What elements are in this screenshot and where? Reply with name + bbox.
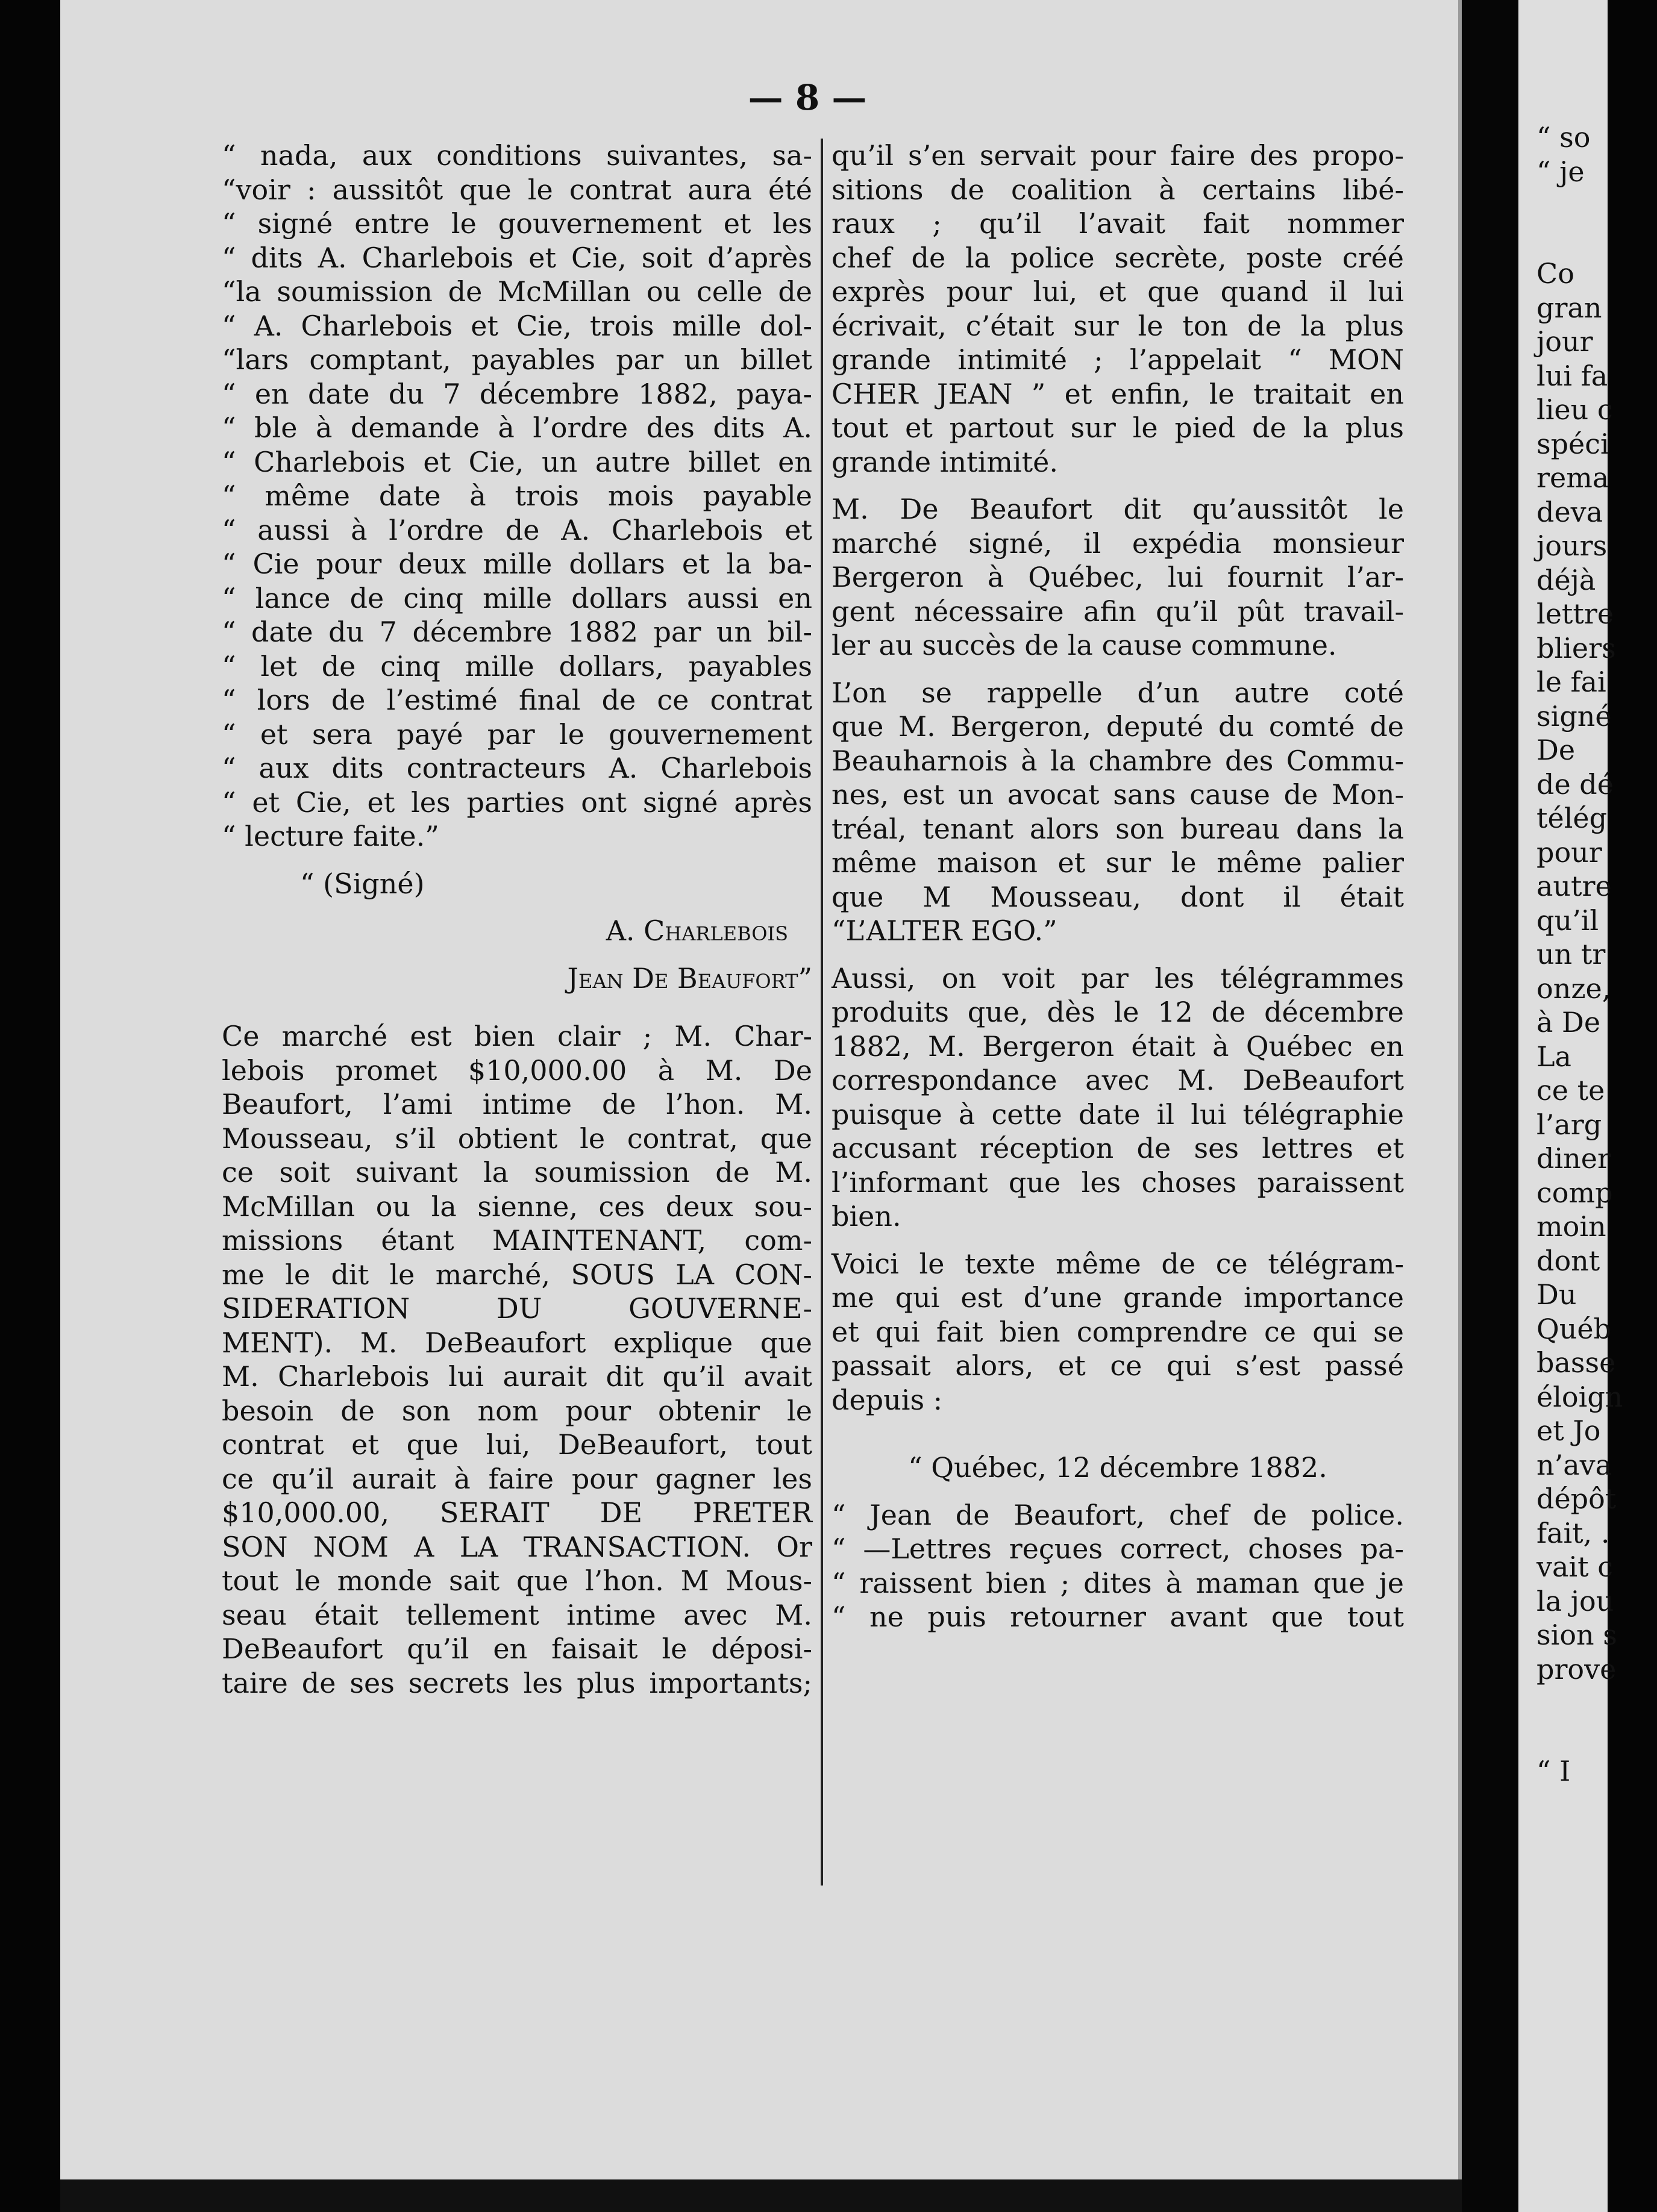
paragraph-telegrams: [832, 961, 1404, 1234]
adjacent-text-line: autre: [1536, 870, 1612, 902]
adjacent-text-line: lieu c: [1536, 393, 1613, 426]
text-line: “ et sera payé par le gouvernement: [222, 717, 812, 751]
paragraph-telegram-intro: [832, 1247, 1404, 1417]
adjacent-text-line: éloign: [1536, 1380, 1623, 1413]
telegram-dateline: “ Québec, 12 décembre 1882.: [908, 1451, 1327, 1484]
text-line: tout et partout sur le pied de la plus: [832, 411, 1404, 444]
adjacent-text-line: lui fa: [1536, 359, 1608, 392]
text-line: qu’il s’en servait pour faire des propo-: [832, 139, 1404, 172]
text-line: “ ne puis retourner avant que tout: [832, 1601, 1404, 1633]
adjacent-text-line: onze,: [1536, 972, 1611, 1005]
text-line: taire de ses secrets les plus importants;: [222, 1666, 812, 1699]
adjacent-text-line: bliers: [1536, 631, 1616, 664]
text-line: MENT). M. DeBeaufort explique que: [222, 1326, 812, 1359]
adjacent-text-line: spéci: [1536, 427, 1609, 460]
left-column: [222, 139, 812, 1700]
text-line: “ —Lettres reçues correct, choses pa-: [832, 1532, 1404, 1565]
text-line: raux ; qu’il l’avait fait nommer: [832, 207, 1404, 240]
adjacent-text-line: et Jo: [1536, 1414, 1601, 1447]
adjacent-page-text: [1536, 120, 1657, 1789]
adjacent-text-line: déjà: [1536, 563, 1596, 596]
adjacent-text-line: [1536, 1686, 1657, 1720]
adjacent-text-line: signé: [1536, 699, 1612, 733]
adjacent-text-line: pour: [1536, 836, 1602, 869]
adjacent-text-line: à De: [1536, 1006, 1601, 1039]
adjacent-text-line: prove: [1536, 1652, 1617, 1686]
adjacent-text-line: sion s: [1536, 1619, 1617, 1651]
adjacent-text-line: La: [1536, 1040, 1571, 1073]
adjacent-text-line: Québ: [1536, 1312, 1612, 1345]
text-line: nes, est un avocat sans cause de Mon-: [832, 778, 1404, 811]
text-line: “ ble à demande à l’ordre des dits A.: [222, 411, 812, 444]
text-line: l’informant que les choses paraissent: [832, 1166, 1404, 1199]
adjacent-text-line: rema: [1536, 461, 1609, 494]
text-line: “ date du 7 décembre 1882 par un bil-: [222, 616, 812, 648]
adjacent-text-line: l’arg: [1536, 1108, 1602, 1141]
text-line: Voici le texte même de ce télégram-: [832, 1247, 1404, 1280]
adjacent-text-line: un tr: [1536, 938, 1606, 970]
adjacent-text-line: fait, .: [1536, 1516, 1610, 1549]
text-line: que M Mousseau, dont il était: [832, 880, 1404, 913]
text-line: SON NOM A LA TRANSACTION. Or: [222, 1530, 812, 1563]
adjacent-text-line: Du: [1536, 1278, 1577, 1311]
text-line: “ lance de cinq mille dollars aussi en: [222, 581, 812, 614]
adjacent-text-line: “ I: [1536, 1755, 1571, 1787]
paragraph-intimacy: [832, 139, 1404, 479]
text-line: L’on se rappelle d’un autre coté: [832, 676, 1404, 709]
page-number: — 8 —: [748, 77, 867, 118]
text-line: accusant réception de ses lettres et: [832, 1132, 1404, 1164]
adjacent-text-line: n’ava: [1536, 1448, 1612, 1481]
text-line: sitions de coalition à certains libé-: [832, 173, 1404, 206]
adjacent-text-line: le fai: [1536, 666, 1606, 698]
adjacent-text-line: dont: [1536, 1244, 1600, 1277]
text-line: “ dits A. Charlebois et Cie, soit d’après: [222, 241, 812, 274]
signature-name-beaufort: Jean De Beaufort”: [567, 961, 812, 995]
adjacent-text-line: jour: [1536, 325, 1593, 358]
adjacent-text-line: dépôt: [1536, 1482, 1617, 1515]
text-line: ce soit suivant la soumission de M.: [222, 1156, 812, 1189]
adjacent-text-line: lettre: [1536, 598, 1614, 630]
text-line: correspondance avec M. DeBeaufort: [832, 1064, 1404, 1096]
text-line: me qui est d’une grande importance: [832, 1281, 1404, 1314]
text-line: “ Cie pour deux mille dollars et la ba-: [222, 548, 812, 580]
telegram-text: [832, 1498, 1404, 1634]
scan-border-bottom: [60, 2179, 1464, 2212]
adjacent-text-line: [1536, 223, 1657, 257]
adjacent-text-line: basse: [1536, 1346, 1616, 1379]
adjacent-text-line: ce te: [1536, 1074, 1605, 1107]
adjacent-text-line: diner: [1536, 1142, 1611, 1175]
text-line: 1882, M. Bergeron était à Québec en: [832, 1029, 1404, 1063]
text-line: Beauharnois à la chambre des Commu-: [832, 744, 1404, 777]
adjacent-text-line: comp: [1536, 1176, 1613, 1209]
text-line: “ et Cie, et les parties ont signé après: [222, 786, 812, 819]
adjacent-text-line: De: [1536, 734, 1576, 766]
adjacent-text-line: “ je: [1536, 155, 1585, 188]
text-line: que M. Bergeron, deputé du comté de: [832, 710, 1404, 743]
text-line: missions étant MAINTENANT, com-: [222, 1224, 812, 1257]
text-line: “ Jean de Beaufort, chef de police.: [832, 1498, 1404, 1531]
text-line: écrivait, c’était sur le ton de la plus: [832, 309, 1404, 342]
text-line: “ même date à trois mois payable: [222, 480, 812, 512]
text-line: “ Charlebois et Cie, un autre billet en: [222, 445, 812, 478]
text-line: besoin de son nom pour obtenir le: [222, 1394, 812, 1427]
text-line: “ signé entre le gouvernement et les: [222, 207, 812, 240]
column-divider: [821, 139, 823, 1886]
page-gutter: [1462, 0, 1518, 2212]
adjacent-text-line: [1536, 189, 1657, 223]
adjacent-text-line: “ so: [1536, 121, 1591, 154]
adjacent-text-line: [1536, 1720, 1657, 1755]
text-line: ler au succès de la cause commune.: [832, 629, 1337, 661]
text-line: et qui fait bien comprendre ce qui se: [832, 1315, 1404, 1348]
text-line: marché signé, il expédia monsieur: [832, 526, 1404, 560]
adjacent-text-line: gran: [1536, 291, 1602, 324]
text-line: “ A. Charlebois et Cie, trois mille dol-: [222, 309, 812, 342]
text-line: “ lecture faite.”: [222, 820, 439, 852]
text-line: “ nada, aux conditions suivantes, sa-: [222, 139, 812, 172]
signature-label: “ (Signé): [300, 867, 425, 900]
adjacent-text-line: la jou: [1536, 1584, 1614, 1617]
text-line: passait alors, et ce qui s’est passé: [832, 1349, 1404, 1382]
text-line: tréal, tenant alors son bureau dans la: [832, 812, 1404, 845]
text-line: “ aux dits contracteurs A. Charlebois: [222, 752, 812, 784]
text-line: “lars comptant, payables par un billet: [222, 343, 812, 376]
text-line: SIDERATION DU GOUVERNE-: [222, 1292, 812, 1325]
adjacent-text-line: télég: [1536, 802, 1608, 834]
text-line: même maison et sur le même palier: [832, 846, 1404, 879]
commentary-paragraph: [222, 1019, 812, 1700]
text-line: “voir : aussitôt que le contrat aura été: [222, 173, 812, 206]
text-line: “ raissent bien ; dites à maman que je: [832, 1566, 1404, 1599]
adjacent-text-line: qu’il: [1536, 904, 1599, 937]
scan-border-left: [0, 0, 60, 2212]
text-line: lebois promet $10,000.00 à M. De: [222, 1054, 812, 1087]
text-line: “ lors de l’estimé final de ce contrat: [222, 684, 812, 716]
adjacent-text-line: de dé: [1536, 767, 1614, 801]
text-line: produits que, dès le 12 de décembre: [832, 996, 1404, 1028]
paragraph-bergeron-dispatch: [832, 492, 1404, 663]
contract-quote: [222, 139, 812, 854]
text-line: grande intimité.: [832, 445, 1058, 478]
adjacent-text-line: jours: [1536, 530, 1608, 562]
text-line: me le dit le marché, SOUS LA CON-: [222, 1258, 812, 1291]
text-line: DeBeaufort qu’il en faisait le déposi-: [222, 1632, 812, 1665]
signature-name-charlebois: A. Charlebois: [606, 914, 788, 947]
text-line: “L’ALTER EGO.”: [832, 914, 1057, 947]
text-line: “ aussi à l’ordre de A. Charlebois et: [222, 513, 812, 546]
text-line: Ce marché est bien clair ; M. Char-: [222, 1020, 812, 1052]
text-line: tout le monde sait que l’hon. M Mous-: [222, 1564, 812, 1597]
text-line: seau était tellement intime avec M.: [222, 1598, 812, 1631]
text-line: M. De Beaufort dit qu’aussitôt le: [832, 493, 1404, 525]
text-line: depuis :: [832, 1383, 943, 1416]
text-line: puisque à cette date il lui télégraphie: [832, 1098, 1404, 1131]
adjacent-text-line: Co: [1536, 257, 1574, 290]
text-line: CHER JEAN ” et enfin, le traitait en: [832, 377, 1404, 410]
paragraph-bergeron-identity: [832, 676, 1404, 948]
text-line: “ en date du 7 décembre 1882, paya-: [222, 377, 812, 410]
text-line: chef de la police secrète, poste créé: [832, 241, 1404, 274]
text-line: exprès pour lui, et que quand il lui: [832, 275, 1404, 308]
adjacent-text-line: vait c: [1536, 1551, 1613, 1583]
text-line: Beaufort, l’ami intime de l’hon. M.: [222, 1088, 812, 1120]
right-column: [832, 139, 1404, 1634]
text-line: Bergeron à Québec, lui fournit l’ar-: [832, 561, 1404, 593]
text-line: grande intimité ; l’appelait “ MON: [832, 343, 1404, 376]
text-line: “ let de cinq mille dollars, payables: [222, 649, 812, 683]
text-line: Aussi, on voit par les télégrammes: [832, 961, 1404, 995]
text-line: “la soumission de McMillan ou celle de: [222, 275, 812, 308]
adjacent-text-line: deva: [1536, 495, 1603, 528]
text-line: contrat et que lui, DeBeaufort, tout: [222, 1428, 812, 1461]
text-line: Mousseau, s’il obtient le contrat, que: [222, 1122, 812, 1155]
text-line: M. Charlebois lui aurait dit qu’il avait: [222, 1360, 812, 1393]
text-line: McMillan ou la sienne, ces deux sou-: [222, 1190, 812, 1223]
adjacent-page-fragment: [1518, 0, 1623, 2212]
text-line: $10,000.00, SERAIT DE PRETER: [222, 1496, 812, 1529]
text-line: ce qu’il aurait à faire pour gagner les: [222, 1462, 812, 1495]
text-line: gent nécessaire afin qu’il pût travail-: [832, 595, 1404, 628]
text-line: bien.: [832, 1200, 901, 1233]
adjacent-text-line: moin: [1536, 1210, 1606, 1243]
